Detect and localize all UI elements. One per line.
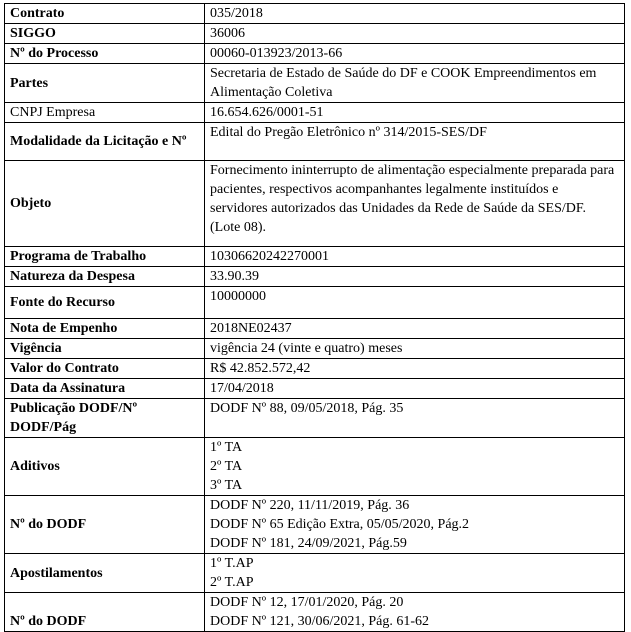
row-label-objeto: Objeto: [5, 161, 205, 247]
table-row: [5, 319, 625, 339]
dodf-item: DODF Nº 121, 30/06/2021, Pág. 61-62: [210, 614, 430, 629]
apostilamento-item: 2º T.AP: [210, 575, 254, 590]
table-row: [5, 247, 625, 267]
row-value-contrato: 035/2018: [205, 4, 625, 24]
row-value-programa: 10306620242270001: [205, 247, 625, 267]
row-label-cnpj: CNPJ Empresa: [5, 103, 205, 123]
row-label-assinatura: Data da Assinatura: [5, 379, 205, 399]
row-label-partes: Partes: [5, 64, 205, 103]
table-row: [5, 339, 625, 359]
table-row: [5, 44, 625, 64]
row-value-siggo: 36006: [205, 24, 625, 44]
row-value-processo: 00060-013923/2013-66: [205, 44, 625, 64]
row-value-valor: R$ 42.852.572,42: [205, 359, 625, 379]
dodf-item: DODF Nº 12, 17/01/2020, Pág. 20: [210, 595, 404, 610]
aditivo-item: 1º TA: [210, 440, 243, 455]
row-value-partes: Secretaria de Estado de Saúde do DF e COOK Empreendimentos em Alimentação Coletiva: [205, 64, 625, 103]
dodf-item: DODF Nº 181, 24/09/2021, Pág.59: [210, 536, 407, 551]
table-row: [5, 161, 625, 247]
row-value-dodf-aditivos: [205, 496, 625, 554]
table-row: [5, 438, 625, 496]
row-label-empenho: Nota de Empenho: [5, 319, 205, 339]
row-value-objeto: Fornecimento ininterrupto de alimentação especialmente preparada para pacientes, respectivos acompanhantes legalmente instituídos e servidores autorizados das Unidades da Rede de Saúde da SES/DF. (Lote 08).: [205, 161, 625, 247]
row-label-programa: Programa de Trabalho: [5, 247, 205, 267]
row-value-aditivos: [205, 438, 625, 496]
row-label-fonte: Fonte do Recurso: [5, 287, 205, 319]
table-row: [5, 4, 625, 24]
table-row: [5, 24, 625, 44]
row-label-vigencia: Vigência: [5, 339, 205, 359]
row-label-apostilamentos: Apostilamentos: [5, 554, 205, 593]
table-row: [5, 64, 625, 103]
row-value-empenho: 2018NE02437: [205, 319, 625, 339]
row-value-assinatura: 17/04/2018: [205, 379, 625, 399]
row-label-processo: Nº do Processo: [5, 44, 205, 64]
table-row: [5, 123, 625, 161]
row-value-cnpj: 16.654.626/0001-51: [205, 103, 625, 123]
dodf-item: DODF Nº 220, 11/11/2019, Pág. 36: [210, 498, 410, 513]
dodf-item: DODF Nº 65 Edição Extra, 05/05/2020, Pág.2: [210, 517, 470, 532]
row-value-fonte: 10000000: [205, 287, 625, 319]
row-label-dodf-aditivos: Nº do DODF: [5, 496, 205, 554]
row-label-siggo: SIGGO: [5, 24, 205, 44]
table-row: [5, 554, 625, 593]
row-value-modalidade: Edital do Pregão Eletrônico nº 314/2015-SES/DF: [205, 123, 625, 161]
table-row: [5, 496, 625, 554]
row-label-modalidade: Modalidade da Licitação e Nº: [5, 123, 205, 161]
table-row: [5, 379, 625, 399]
row-label-publicacao: Publicação DODF/Nº DODF/Pág: [5, 399, 205, 438]
row-value-natureza: 33.90.39: [205, 267, 625, 287]
contract-details-table: [4, 3, 625, 632]
table-row: [5, 267, 625, 287]
aditivo-item: 2º TA: [210, 459, 243, 474]
table-row: [5, 103, 625, 123]
table-row: [5, 399, 625, 438]
apostilamento-item: 1º T.AP: [210, 556, 254, 571]
row-label-contrato: Contrato: [5, 4, 205, 24]
row-label-aditivos: Aditivos: [5, 438, 205, 496]
row-label-dodf-apostilamentos: Nº do DODF: [5, 593, 205, 632]
row-value-publicacao: DODF Nº 88, 09/05/2018, Pág. 35: [205, 399, 625, 438]
row-label-natureza: Natureza da Despesa: [5, 267, 205, 287]
table-row: [5, 359, 625, 379]
row-value-apostilamentos: [205, 554, 625, 593]
table-row: [5, 287, 625, 319]
row-label-valor: Valor do Contrato: [5, 359, 205, 379]
aditivo-item: 3º TA: [210, 478, 243, 493]
row-value-vigencia: vigência 24 (vinte e quatro) meses: [205, 339, 625, 359]
contract-summary-document: [4, 3, 625, 632]
